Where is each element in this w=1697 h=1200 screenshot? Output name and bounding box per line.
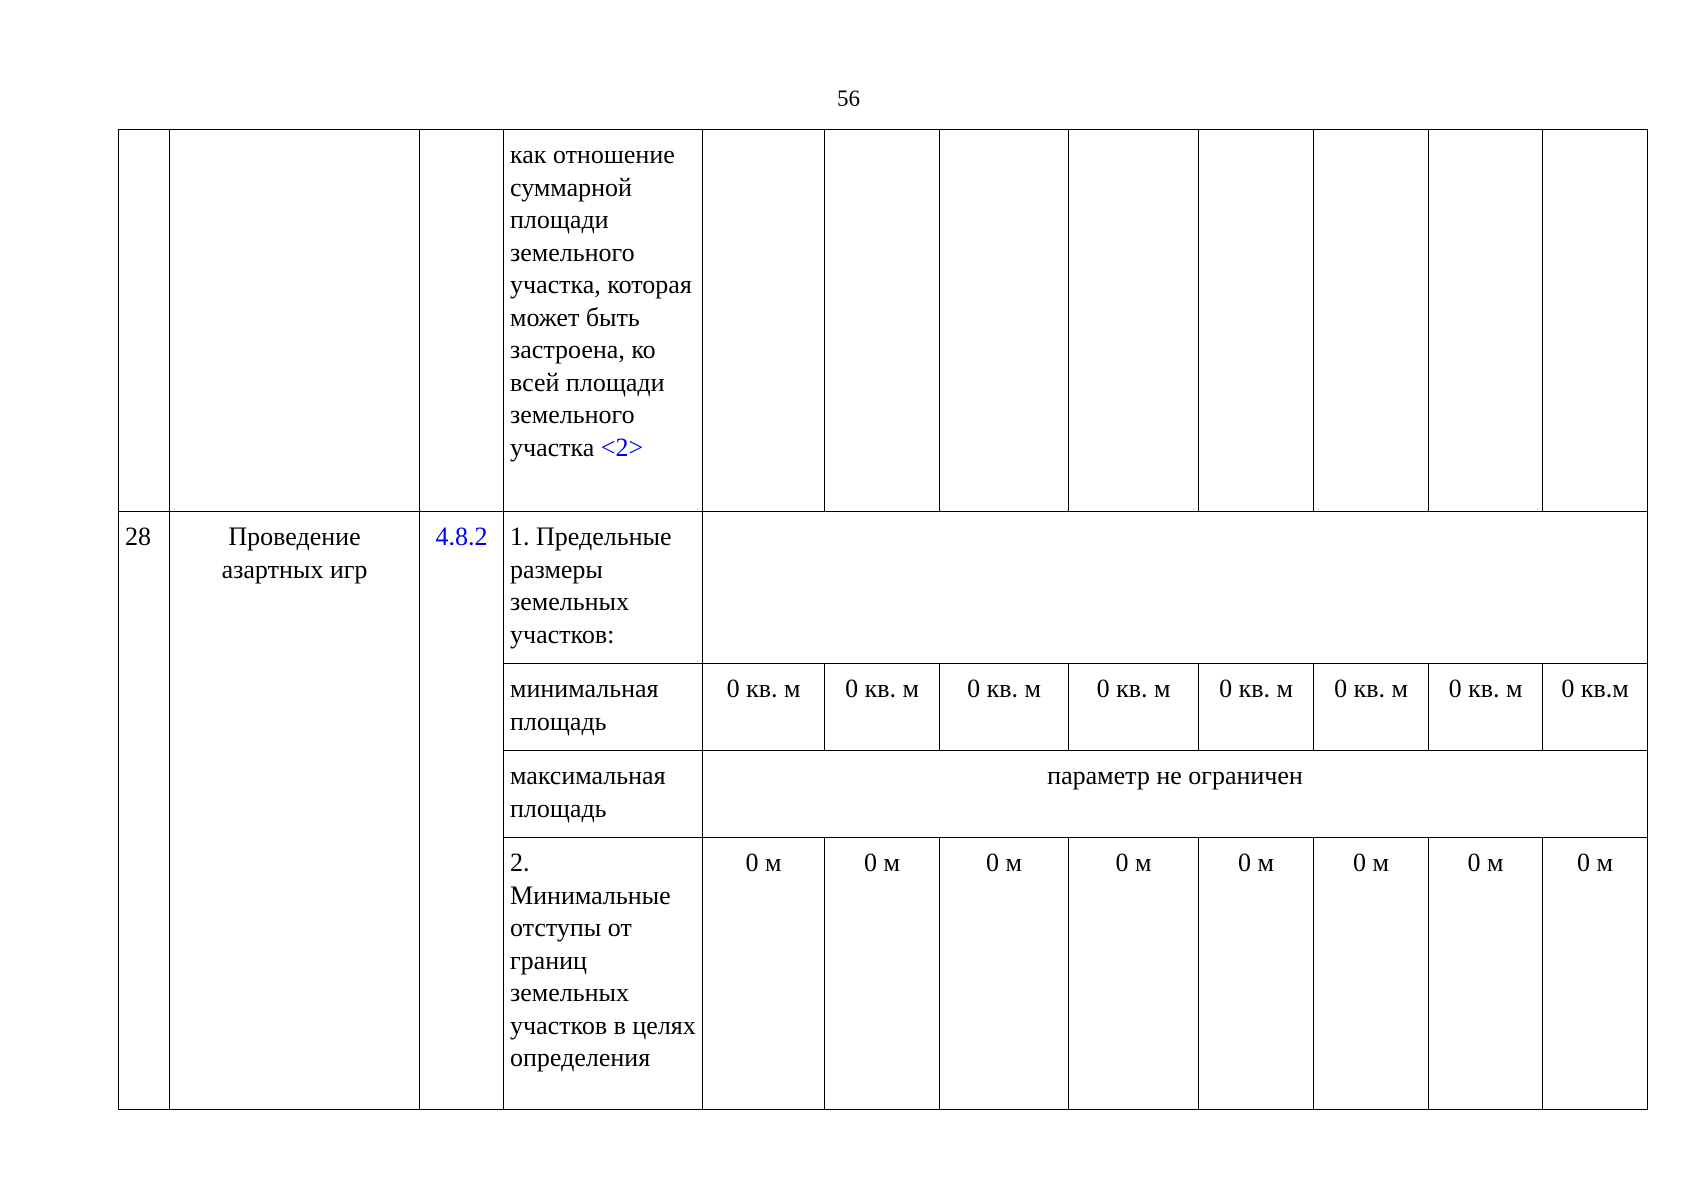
heading-values-empty [703,512,1648,664]
param-text: как отношение суммарной площади земельного участка, которая может быть застроена, ко всей площади земельного участка [510,140,692,462]
cell-number-empty [119,130,170,512]
cell-code-empty [420,130,504,512]
min-area-label: минимальная площадь [504,664,703,751]
cell-value-empty [1543,130,1648,512]
min-area-value: 0 кв. м [1314,664,1429,751]
setback-label: 2. Минимальные отступы от границ земельных участков в целях определения [504,838,703,1110]
min-area-value: 0 кв. м [703,664,825,751]
cell-value-empty [825,130,940,512]
cell-value-empty [1199,130,1314,512]
land-use-code-link[interactable]: 4.8.2 [435,522,488,551]
setback-value: 0 м [1069,838,1199,1110]
regulations-table [118,129,1648,1110]
setback-value: 0 м [825,838,940,1110]
min-area-value: 0 кв. м [940,664,1069,751]
cell-value-empty [940,130,1069,512]
setback-value: 0 м [1543,838,1648,1110]
max-area-label: максимальная площадь [504,751,703,838]
page-number: 56 [837,86,860,111]
min-area-value: 0 кв. м [1069,664,1199,751]
row-number: 28 [119,512,170,1110]
land-use-name: Проведение азартных игр [170,512,420,1110]
min-area-value: 0 кв. м [1199,664,1314,751]
setback-value: 0 м [1314,838,1429,1110]
table-row-continuation [119,130,1648,512]
max-area-value: параметр не ограничен [703,751,1648,838]
cell-value-empty [1429,130,1543,512]
setback-value: 0 м [1199,838,1314,1110]
cell-param-continuation [504,130,703,512]
setback-value: 0 м [940,838,1069,1110]
table-row-28-heading [119,512,1648,664]
min-area-value: 0 кв. м [1429,664,1543,751]
param-heading: 1. Предельные размеры земельных участков: [504,512,703,664]
min-area-value: 0 кв.м [1543,664,1648,751]
cell-name-empty [170,130,420,512]
footnote-link[interactable]: <2> [600,432,644,462]
setback-value: 0 м [703,838,825,1110]
min-area-value: 0 кв. м [825,664,940,751]
cell-value-empty [1069,130,1199,512]
cell-value-empty [703,130,825,512]
land-use-code-cell [420,512,504,1110]
cell-value-empty [1314,130,1429,512]
setback-value: 0 м [1429,838,1543,1110]
